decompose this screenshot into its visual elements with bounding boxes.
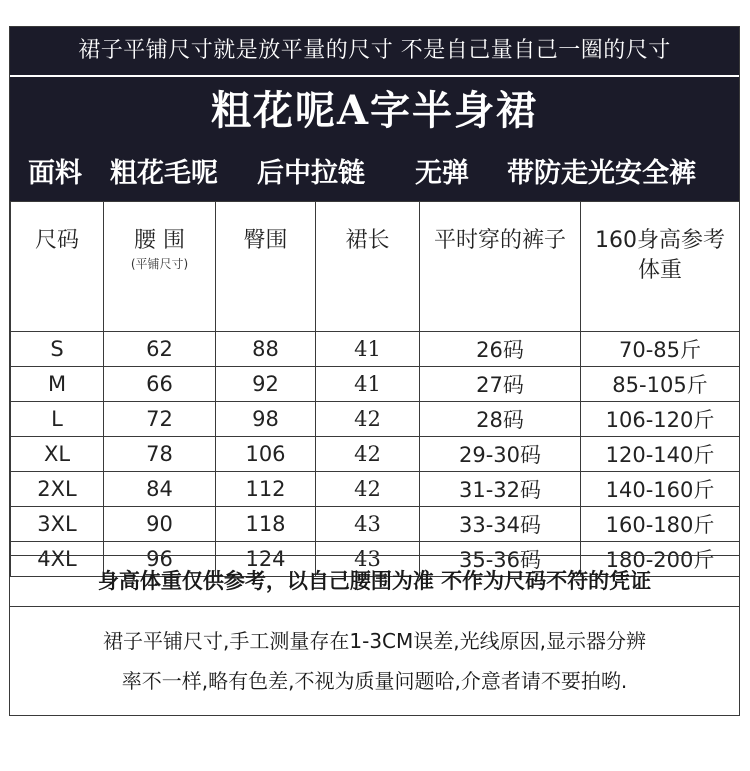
spec-stretch: 无弹 [415,158,469,189]
header-weight: 160身高参考 体重 [581,202,740,332]
product-specs [10,151,739,197]
cell-weight: 140-160斤 [581,472,740,507]
cell-length: 41 [316,367,420,402]
cell-size: S [11,332,104,367]
cell-size: 3XL [11,507,104,542]
header-waist: 腰 围 (平铺尺寸) [104,202,216,332]
table-row [11,332,740,367]
measurement-notice: 裙子平铺尺寸就是放平量的尺寸 不是自己量自己一圈的尺寸 [10,27,739,77]
cell-length: 42 [316,472,420,507]
header-length: 裙长 [316,202,420,332]
disclaimer-line-2: 率不一样,略有色差,不视为质量问题哈,介意者请不要拍哟. [121,669,628,693]
cell-hip: 98 [216,402,316,437]
cell-pants: 28码 [420,402,581,437]
product-title: 粗花呢A字半身裙 [210,87,539,134]
table-row [11,367,740,402]
cell-waist: 84 [104,472,216,507]
cell-pants: 27码 [420,367,581,402]
cell-pants: 33-34码 [420,507,581,542]
cell-waist: 96 [104,542,216,577]
table-row [11,437,740,472]
header-banner [10,27,739,201]
cell-weight: 160-180斤 [581,507,740,542]
cell-hip: 112 [216,472,316,507]
cell-length: 42 [316,437,420,472]
cell-length: 43 [316,507,420,542]
header-pants: 平时穿的裤子 [420,202,581,332]
cell-hip: 106 [216,437,316,472]
measurement-disclaimer [10,607,739,701]
table-row [11,402,740,437]
cell-size: L [11,402,104,437]
cell-length: 43 [316,542,420,577]
cell-length: 42 [316,402,420,437]
cell-waist: 90 [104,507,216,542]
cell-hip: 124 [216,542,316,577]
cell-length: 41 [316,332,420,367]
header-size: 尺码 [11,202,104,332]
disclaimer-line-1: 裙子平铺尺寸,手工测量存在1-3CM误差,光线原因,显示器分辨 [103,629,646,653]
cell-hip: 118 [216,507,316,542]
cell-weight: 70-85斤 [581,332,740,367]
spec-safety-shorts: 带防走光安全裤 [507,158,696,189]
spec-fabric: 粗花毛呢 [110,158,218,189]
size-chart-frame [9,26,740,716]
size-table [10,201,740,577]
cell-weight: 120-140斤 [581,437,740,472]
cell-weight: 180-200斤 [581,542,740,577]
cell-waist: 72 [104,402,216,437]
cell-waist: 66 [104,367,216,402]
header-hip: 臀围 [216,202,316,332]
cell-size: XL [11,437,104,472]
cell-pants: 35-36码 [420,542,581,577]
table-header-row [11,202,740,332]
cell-hip: 88 [216,332,316,367]
cell-hip: 92 [216,367,316,402]
cell-waist: 78 [104,437,216,472]
cell-size: 4XL [11,542,104,577]
table-row [11,472,740,507]
cell-weight: 85-105斤 [581,367,740,402]
cell-weight: 106-120斤 [581,402,740,437]
header-waist-note: (平铺尺寸) [130,257,189,271]
cell-size: 2XL [11,472,104,507]
cell-waist: 62 [104,332,216,367]
spec-zipper: 后中拉链 [257,158,365,189]
cell-pants: 26码 [420,332,581,367]
spec-fabric-label: 面料 [28,158,82,189]
cell-pants: 31-32码 [420,472,581,507]
cell-size: M [11,367,104,402]
cell-pants: 29-30码 [420,437,581,472]
table-row [11,507,740,542]
reference-remark: 身高体重仅供参考，以自己腰围为准 不作为尺码不符的凭证 [10,555,739,607]
